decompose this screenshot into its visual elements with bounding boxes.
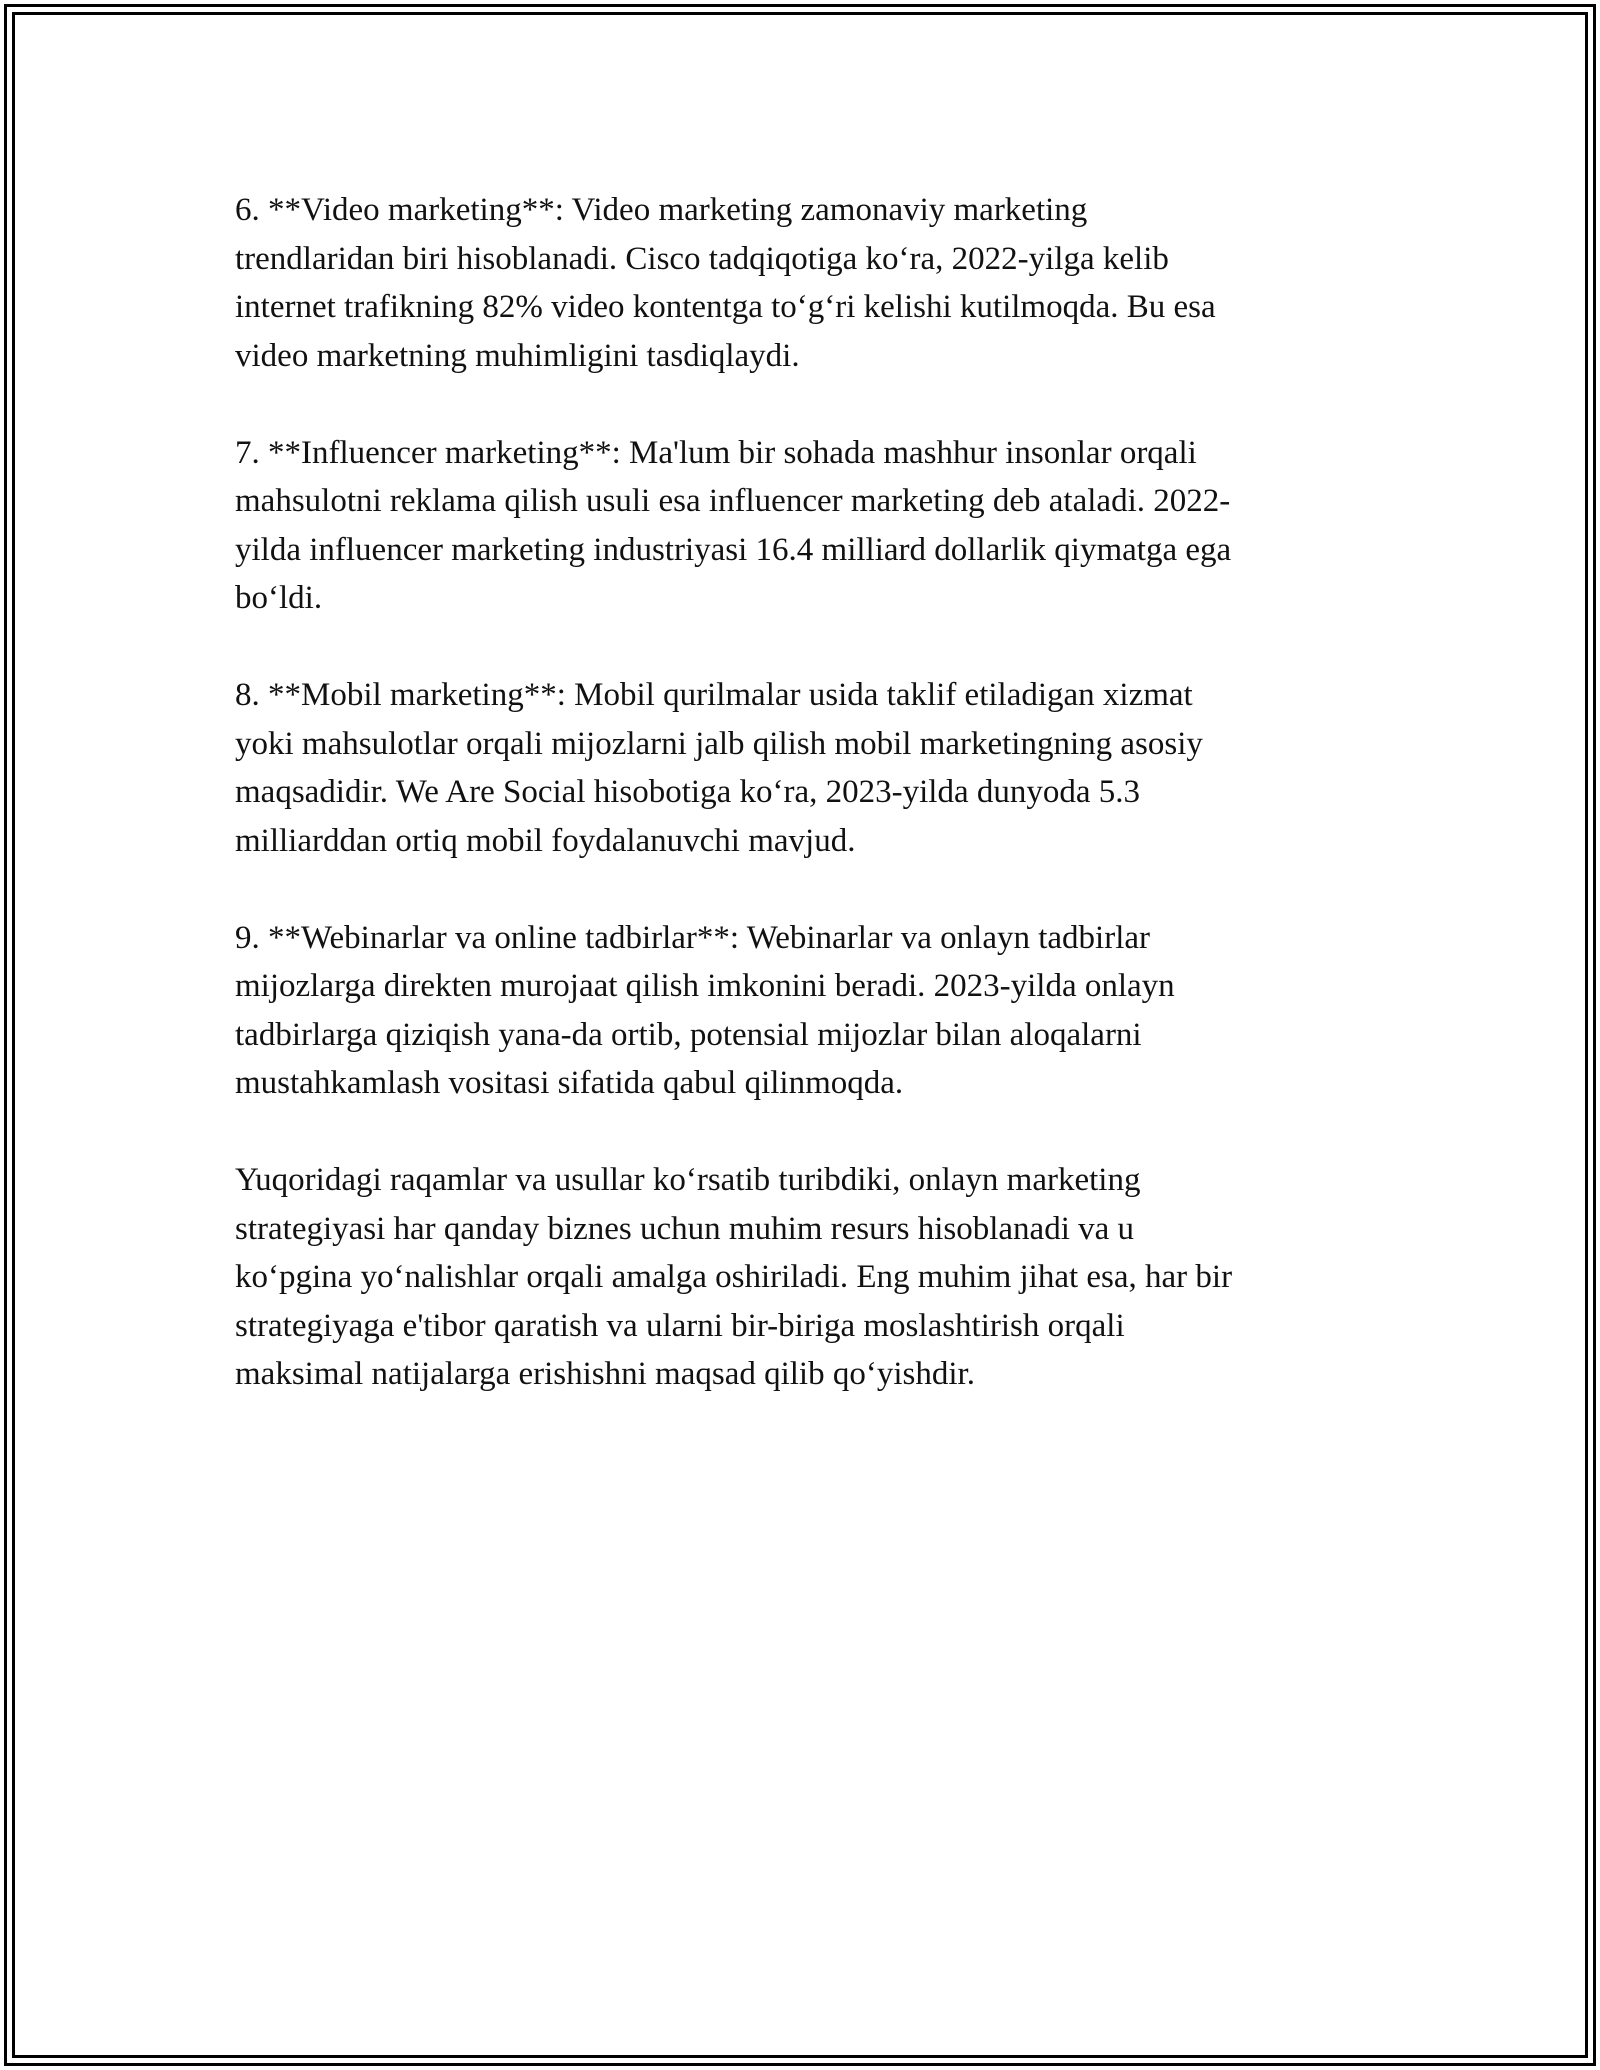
paragraph-conclusion: Yuqoridagi raqamlar va usullar ko‘rsatib turibdiki, onlayn marketing strategiyasi har qanday biznes uchun muhim resurs hisoblanadi va u ko‘pgina yo‘nalishlar orqali amalga oshiriladi. Eng muhim jihat esa, har bir strategiyaga e'tibor qaratish va ularni bir-biriga moslashtirish orqali maksimal natijalarga erishishni maqsad qilib qo‘yishdir. xyxy=(235,1162,1233,1392)
paragraph-influencer-marketing: 7. **Influencer marketing**: Ma'lum bir sohada mashhur insonlar orqali mahsulotni reklama qilish usuli esa influencer marketing deb ataladi. 2022- yilda influencer marketing industriyasi 16.4 milliard dollarlik qiymatga ega bo‘ldi. xyxy=(235,434,1232,616)
document-body xyxy=(235,186,1365,1447)
paragraph-mobil-marketing: 8. **Mobil marketing**: Mobil qurilmalar usida taklif etiladigan xizmat yoki mahsulotlar orqali mijozlarni jalb qilish mobil marketingning asosiy maqsadidir. We Are Social hisobotiga ko‘ra, 2023-yilda dunyoda 5.3 milliarddan ortiq mobil foydalanuvchi mavjud. xyxy=(235,677,1203,859)
paragraph-webinarlar: 9. **Webinarlar va online tadbirlar**: Webinarlar va onlayn tadbirlar mijozlarga direkten murojaat qilish imkonini beradi. 2023-yilda onlayn tadbirlarga qiziqish yana-da ortib, potensial mijozlar bilan aloqalarni mustahkamlash vositasi sifatida qabul qilinmoqda. xyxy=(235,919,1175,1101)
paragraph-video-marketing: 6. **Video marketing**: Video marketing zamonaviy marketing trendlaridan biri hisoblanadi. Cisco tadqiqotiga ko‘ra, 2022-yilga kelib internet trafikning 82% video kontentga to‘g‘ri kelishi kutilmoqda. Bu esa video marketning muhimligini tasdiqlaydi. xyxy=(235,192,1216,374)
